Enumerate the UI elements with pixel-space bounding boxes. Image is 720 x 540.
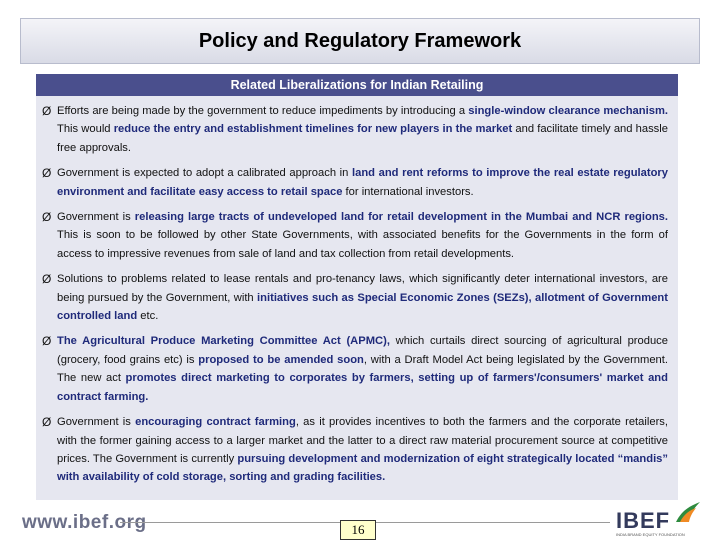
bullet-text: etc.	[137, 310, 159, 323]
highlighted-text: reduce the entry and establishment timelines for new players in the market	[113, 123, 513, 136]
slide-title: Policy and Regulatory Framework	[20, 18, 700, 64]
page-number: 16	[340, 520, 376, 540]
bullet-list	[36, 96, 678, 487]
highlighted-text: land and rent reforms to improve the real estate regulatory environment and facilitate easy access to retail space	[57, 167, 668, 198]
bird-icon	[674, 500, 702, 526]
arrow-bullet-icon: Ø	[42, 415, 52, 430]
bullet-text: and facilitate timely and hassle free approvals.	[57, 123, 668, 154]
logo-text: IBEF	[616, 508, 671, 533]
bullet-item	[42, 208, 668, 263]
bullet-text: for international investors.	[342, 185, 474, 198]
highlighted-text: encouraging contract farming	[135, 416, 296, 429]
bullet-text: Government is	[57, 211, 135, 224]
highlighted-text: proposed to be amended soon	[198, 353, 364, 366]
bullet-item	[42, 413, 668, 487]
bullet-text: which curtails direct sourcing of agricultural produce (grocery, food grains etc) is	[57, 335, 669, 366]
bullet-text: This is soon to be followed by other State Governments, with associated benefits for the Governments in the form of access to impressive revenues from sale of land and tax collection from retail developments.	[57, 229, 668, 260]
bullet-text: Government is	[57, 416, 136, 429]
logo-tagline: INDIA BRAND EQUITY FOUNDATION	[616, 532, 685, 537]
panel-title: Related Liberalizations for Indian Retailing	[36, 74, 678, 96]
arrow-bullet-icon: Ø	[42, 272, 52, 287]
bullet-text: , with a Draft Model Act being legislated by the Government. The new act	[57, 353, 668, 385]
content-panel	[36, 74, 678, 500]
arrow-bullet-icon: Ø	[42, 210, 52, 225]
bullet-text: This would	[57, 123, 114, 136]
arrow-bullet-icon: Ø	[42, 166, 52, 181]
footer-url: www.ibef.org	[22, 512, 147, 533]
bullet-item	[42, 102, 668, 157]
ibef-logo	[616, 504, 702, 538]
bullet-item	[42, 332, 668, 406]
highlighted-text: single-window clearance mechanism.	[468, 105, 669, 117]
bullet-text: , as it provides incentives to both the farmers and the corporate retailers, with the former gaining access to a larger market and the latter to a direct raw material procurement source at competitive prices. The Government is currently	[57, 416, 669, 465]
arrow-bullet-icon: Ø	[42, 334, 52, 349]
arrow-bullet-icon: Ø	[42, 104, 52, 118]
bullet-text: Solutions to problems related to lease rentals and pro-tenancy laws, which significantly deter international investors, are being pursued by the Government, with	[57, 273, 668, 304]
bullet-item	[42, 164, 668, 201]
highlighted-text: initiatives such as Special Economic Zones (SEZs), allotment of Government controlled land	[57, 291, 668, 323]
highlighted-text: releasing large tracts of undeveloped land for retail development in the Mumbai and NCR regions.	[134, 211, 668, 224]
highlighted-text: pursuing development and modernization of eight strategically located “mandis” with availability of cold storage, sorting and grading facilities.	[57, 452, 668, 484]
bullet-item	[42, 270, 668, 325]
highlighted-text: promotes direct marketing to corporates by farmers, setting up of farmers'/consumers' market and contract farming.	[57, 372, 668, 403]
bullet-text: Government is expected to adopt a calibrated approach in	[57, 167, 352, 180]
bullet-text: Efforts are being made by the government to reduce impediments by introducing a	[57, 105, 469, 117]
highlighted-text: The Agricultural Produce Marketing Committee Act (APMC),	[57, 335, 390, 348]
